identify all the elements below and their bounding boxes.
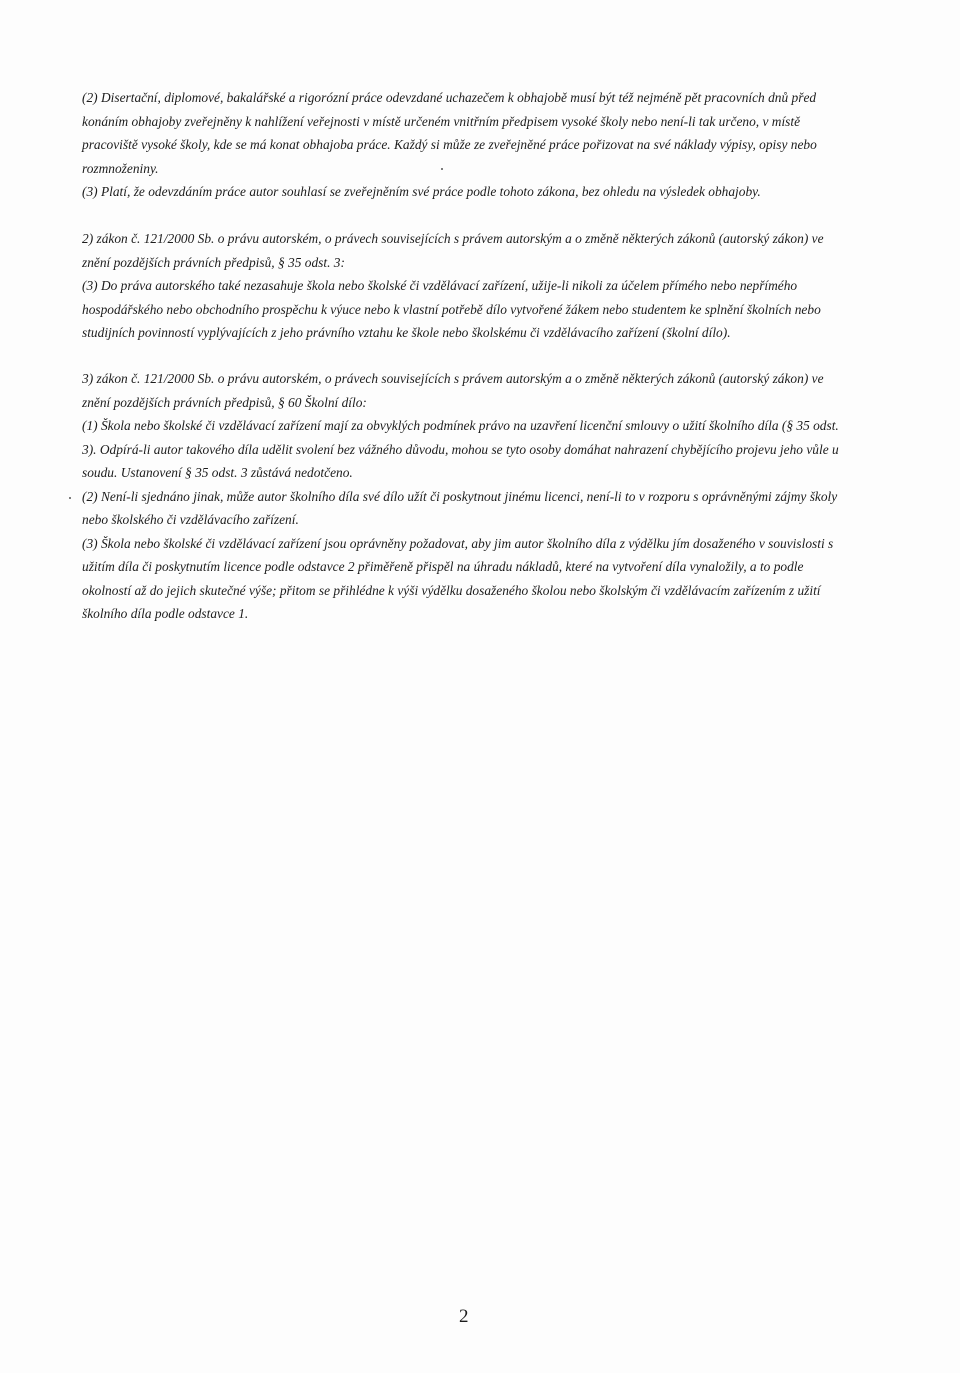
page-number: 2	[459, 1306, 469, 1327]
footnote-2-heading: 2) zákon č. 121/2000 Sb. o právu autorském, o právech souvisejících s právem autorským a o změně některých zákonů (autorský zákon) ve znění pozdějších právních předpisů, § 35 odst. 3:	[82, 231, 824, 270]
scan-speck	[69, 497, 71, 499]
paragraph-3-consent: (3) Platí, že odevzdáním práce autor souhlasí se zveřejněním své práce podle tohoto zákona, bez ohledu na výsledek obhajoby.	[82, 184, 761, 199]
footnote-3-heading: 3) zákon č. 121/2000 Sb. o právu autorském, o právech souvisejících s právem autorským a o změně některých zákonů (autorský zákon) ve znění pozdějších právních předpisů, § 60 Školní dílo:	[82, 371, 824, 410]
footnote-3-paragraph-3: (3) Škola nebo školské či vzdělávací zařízení jsou oprávněny požadovat, aby jim autor školního díla z výdělku jím dosaženého v souvislosti s užitím díla či poskytnutím licence podle odstavce 2 přiměřeně přispěl na úhradu nákladů, které na vytvoření díla vynaložily, a to podle okolností až do jejich skutečné výše; přitom se přihlédne k výši výdělku dosaženého školou nebo školským či vzdělávacím zařízením z užití školního díla podle odstavce 1.	[82, 535, 834, 621]
footnote-2-copyright-act-35	[82, 227, 842, 345]
footnote-3-paragraph-2: (2) Není-li sjednáno jinak, může autor školního díla své dílo užít či poskytnout jinému licenci, není-li to v rozporu s oprávněnými zájmy školy nebo školského či vzdělávacího zařízení.	[82, 488, 838, 527]
footnote-3-copyright-act-60	[82, 367, 842, 626]
paragraph-2-thesis-disclosure: (2) Disertační, diplomové, bakalářské a rigorózní práce odevzdané uchazečem k obhajobě musí být též nejméně pět pracovních dnů před konáním obhajoby zveřejněny k nahlížení veřejnosti v místě určeném vnitřním předpisem vysoké školy nebo není-li tak určeno, v místě pracoviště vysoké školy, kde se má konat obhajoba práce. Každý si může ze zveřejněné práce pořizovat na své náklady výpisy, opisy nebo rozmnoženiny.	[82, 90, 817, 176]
section-thesis-publication	[82, 86, 842, 204]
scan-speck	[441, 168, 443, 170]
footnote-3-paragraph-1: (1) Škola nebo školské či vzdělávací zařízení mají za obvyklých podmínek právo na uzavření licenční smlouvy o užití školního díla (§ 35 odst. 3). Odpírá-li autor takového díla udělit svolení bez vážného důvodu, mohou se tyto osoby domáhat nahrazení chybějícího projevu jeho vůle u soudu. Ustanovení § 35 odst. 3 zůstává nedotčeno.	[82, 418, 839, 480]
footnote-2-paragraph-3: (3) Do práva autorského také nezasahuje škola nebo školské či vzdělávací zařízení, užije-li nikoli za účelem přímého nebo nepřímého hospodářského nebo obchodního prospěchu k výuce nebo k vlastní potřebě dílo vytvořené žákem nebo studentem ke splnění školních nebo studijních povinností vyplývajících z jeho právního vztahu ke škole nebo školskému či vzdělávacího zařízení (školní dílo).	[82, 278, 821, 340]
